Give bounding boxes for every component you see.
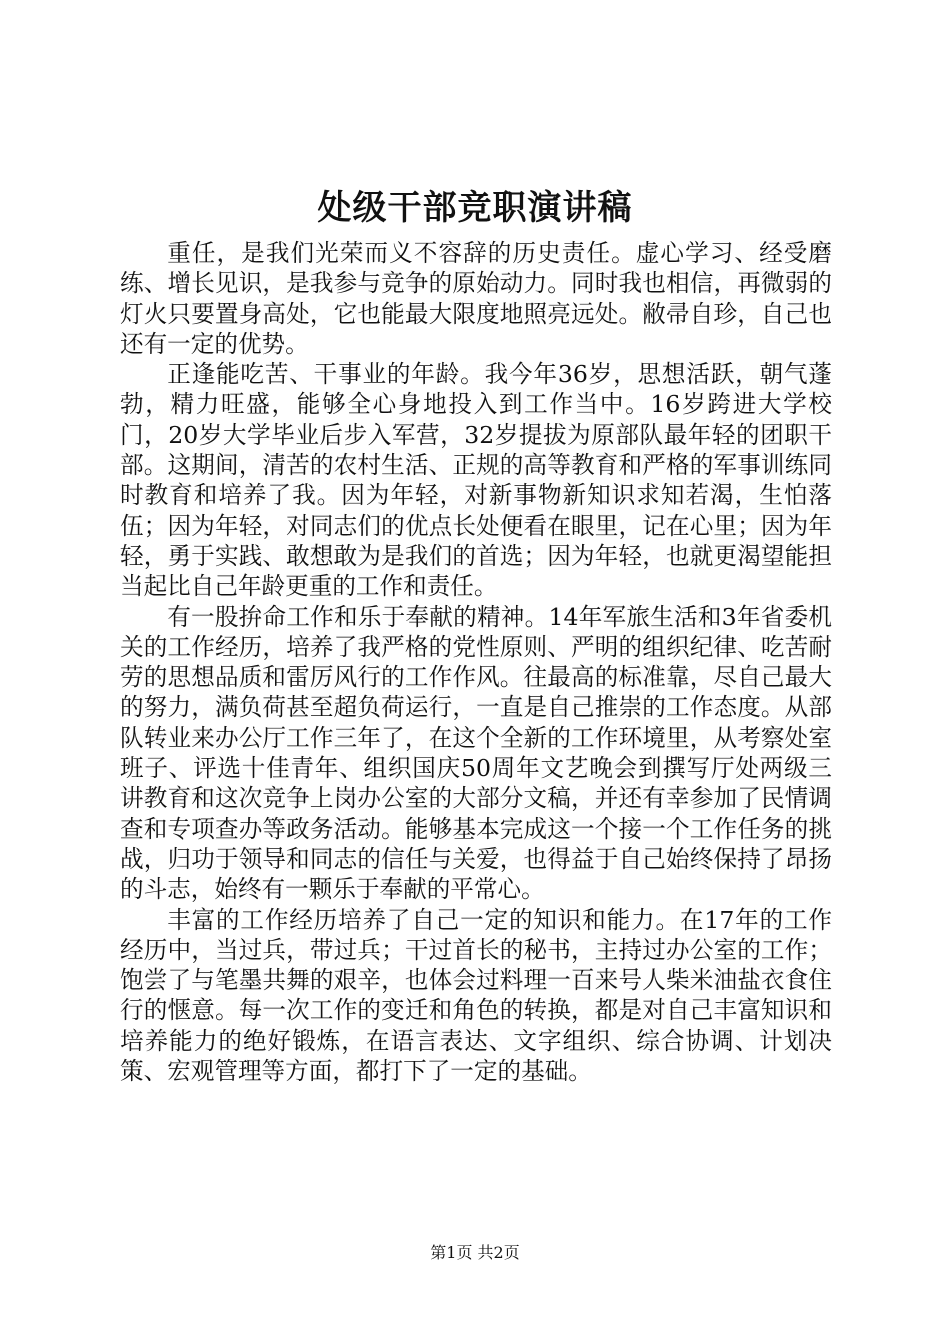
paragraph: 有一股拚命工作和乐于奉献的精神。14年军旅生活和3年省委机关的工作经历，培养了我严格的党性原则、严明的组织纪律、吃苦耐劳的思想品质和雷厉风行的工作作风。往最高的标准靠，尽自己最大的努力，满负荷甚至超负荷运行，一直是自己推崇的工作态度。从部队转业来办公厅工作三年了，在这个全新的工作环境里，从考察处室班子、评选十佳青年、组织国庆50周年文艺晚会到撰写厅处两级三讲教育和这次竞争上岗办公室的大部分文稿，并还有幸参加了民情调查和专项查办等政务活动。能够基本完成这一个接一个工作任务的挑战，归功于领导和同志的信任与关爱，也得益于自己始终保持了昂扬的斗志，始终有一颗乐于奉献的平常心。 (120, 602, 832, 904)
paragraph: 丰富的工作经历培养了自己一定的知识和能力。在17年的工作经历中，当过兵，带过兵；干过首长的秘书，主持过办公室的工作；饱尝了与笔墨共舞的艰辛，也体会过料理一百来号人柴米油盐衣食住行的惬意。每一次工作的变迁和角色的转换，都是对自己丰富知识和培养能力的绝好锻炼，在语言表达、文字组织、综合协调、计划决策、宏观管理等方面，都打下了一定的基础。 (120, 905, 832, 1086)
paragraph: 正逢能吃苦、干事业的年龄。我今年36岁，思想活跃，朝气蓬勃，精力旺盛，能够全心身地投入到工作当中。16岁跨进大学校门，20岁大学毕业后步入军营，32岁提拔为原部队最年轻的团职干部。这期间，清苦的农村生活、正规的高等教育和严格的军事训练同时教育和培养了我。因为年轻，对新事物新知识求知若渴，生怕落伍；因为年轻，对同志们的优点长处便看在眼里，记在心里；因为年轻，勇于实践、敢想敢为是我们的首选；因为年轻，也就更渴望能担当起比自己年龄更重的工作和责任。 (120, 360, 832, 601)
document-title: 处级干部竞职演讲稿 (317, 188, 633, 228)
paragraph: 重任，是我们光荣而义不容辞的历史责任。虚心学习、经受磨练、增长见识，是我参与竞争的原始动力。同时我也相信，再微弱的灯火只要置身高处，它也能最大限度地照亮远处。敝帚自珍，自己也还有一定的优势。 (120, 239, 832, 358)
page-number-footer: 第1页 共2页 (430, 1243, 520, 1262)
document-body (120, 238, 832, 1086)
